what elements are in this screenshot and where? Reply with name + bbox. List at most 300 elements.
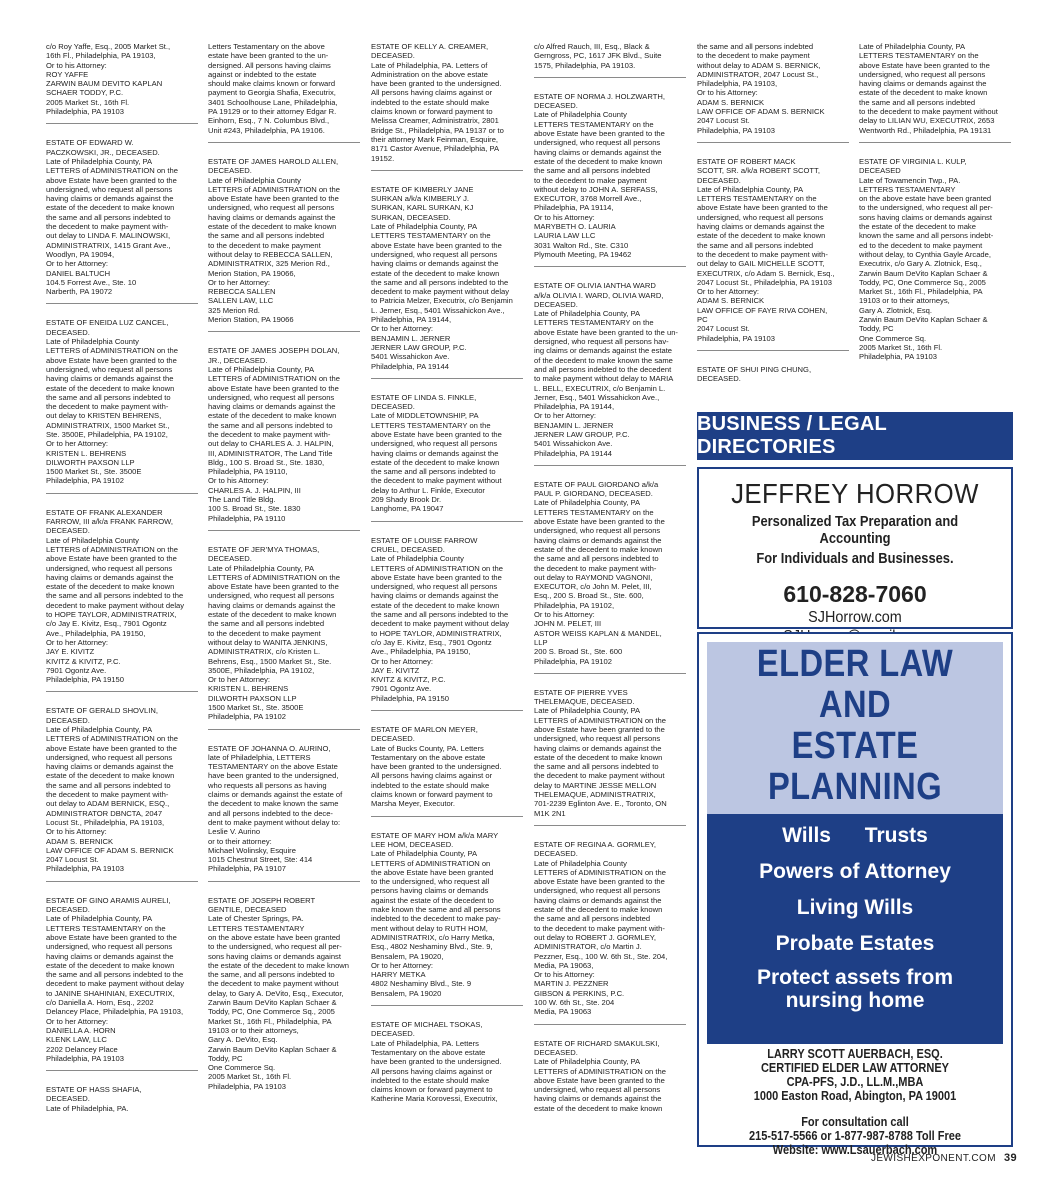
notice-line: out delay to ROBERT J. GORMLEY,	[534, 932, 656, 942]
notice-line: Esq., 4802 Neshaminy Blvd., Ste. 9,	[371, 942, 493, 952]
ad-tagline: Personalized Tax Preparation and Accounting	[751, 513, 959, 547]
notice-line: Merion Station, PA 19066	[208, 315, 294, 325]
notice-line: against or indebted to the estate	[208, 69, 317, 79]
notice-line: ESTATE OF MARLON MEYER,	[371, 725, 478, 734]
notice-line: Late of Philadelphia, PA. Letters	[371, 1038, 479, 1048]
notice-line: ed to the decedent to make payment	[859, 240, 983, 250]
notice-line: DECEASED.	[371, 1029, 415, 1039]
notice-line: undersigned, who request all persons	[46, 184, 173, 194]
notice-line: without delay to WANITA JENKINS,	[208, 637, 328, 647]
notice-line: Letters Testamentary on the above	[208, 42, 325, 51]
notice-line: to the decedent to make payment with-	[534, 923, 665, 933]
notice-line: 104.5 Forrest Ave., Ste. 10	[46, 277, 137, 287]
notice-line: Philadelphia, PA 19103	[46, 864, 124, 874]
notice-line: LAW OFFICE OF ADAM S. BERNICK	[697, 107, 825, 117]
notice-line: Late of Philadelphia County, PA	[46, 156, 153, 166]
notice-line: Philadelphia, PA 19102	[534, 656, 612, 666]
estate-notice	[534, 281, 686, 458]
notice-line: having claims or demands against the	[208, 600, 336, 610]
notice-line: without delay to REBECCA SALLEN,	[208, 249, 333, 259]
notice-line: ing claims or demands against the estate	[534, 346, 673, 356]
notice-line: out delay to ADAM BERNICK, ESQ.,	[46, 799, 170, 809]
notice-line: have been granted to the undersigned.	[371, 79, 502, 89]
notice-line: DECEASED.	[697, 175, 741, 185]
notice-line: Late of Philadelphia County, PA	[534, 706, 641, 716]
notice-line: LEE HOM, DECEASED.	[371, 839, 454, 849]
elder-law-headline	[707, 642, 1003, 814]
notice-line: and all persons indebted to the decedent	[534, 364, 672, 374]
notice-line: Or to her Attorney:	[208, 675, 271, 685]
notice-line: the same and all persons indebted to	[46, 392, 171, 402]
notice-line: decedent to make payment without delay	[46, 979, 185, 989]
notice-line: Philadelphia, PA 19103	[46, 107, 124, 117]
notice-line: Einhorn, Esq., 7 N. Columbus Blvd.,	[208, 116, 330, 126]
notice-line: Late of Philadelphia County, PA	[208, 563, 315, 573]
notice-line: to the undersigned, who request all per-	[208, 942, 342, 952]
notice-line: Ste. 3500E, Philadelphia, PA 19102,	[46, 429, 168, 439]
notice-line: Ave., Philadelphia, PA 19150,	[46, 628, 146, 638]
notice-line: known the same and all persons indebt-	[859, 231, 994, 241]
estate-notice	[46, 706, 198, 873]
notice-line: Late of Towamencin Twp., PA.	[859, 175, 961, 185]
notice-line: above Estate have been granted to the	[46, 554, 177, 564]
notice-line: dersigned. All persons having claims	[208, 60, 331, 70]
notice-line: Late of Philadelphia County, PA	[208, 364, 315, 374]
notice-line: DECEASED.	[534, 299, 578, 309]
notice-line: LAW OFFICE OF ADAM S. BERNICK	[46, 845, 174, 855]
notice-line: payment to Georgia Shafia, Executrix,	[208, 88, 336, 98]
notice-line: Philadelphia, PA 19110,	[208, 467, 288, 477]
notice-line: KLENK LAW, LLC	[46, 1035, 107, 1045]
notice-line: 16th Fl., Philadelphia, PA 19103,	[46, 51, 156, 61]
notice-line: ESTATE OF LOUISE FARROW	[371, 535, 478, 545]
notice-line: Delancey Place, Philadelphia, PA 19103,	[46, 1007, 184, 1017]
notice-line: claims known or forward payment to	[371, 107, 493, 117]
notice-line: Or to her Attorney:	[46, 637, 109, 647]
notice-line: III, ADMINISTRATOR, The Land Title	[208, 448, 333, 458]
notice-line: the decedent to make payment without	[208, 979, 339, 989]
notice-divider	[371, 710, 523, 711]
notice-line: 7901 Ogontz Ave.	[46, 665, 107, 675]
notice-line: to the undersigned, who request all per-	[859, 203, 993, 213]
notice-line: Late of Philadelphia County, PA	[371, 849, 478, 859]
notice-line: Late of Philadelphia County, PA	[46, 914, 153, 924]
notice-line: 100 S. Broad St., Ste. 1830	[208, 504, 301, 514]
notice-line: Bensalem, PA 19020	[371, 988, 442, 998]
notice-line: ESTATE OF GINO ARAMIS AURELI,	[46, 895, 171, 905]
estate-notice	[46, 896, 198, 1063]
notice-line: All persons having claims against or	[371, 1066, 493, 1076]
estate-notice	[371, 536, 523, 703]
notice-line: LETTERS of ADMINISTRATION on the	[534, 867, 666, 877]
notice-line: Toddy, PC, One Commerce Sq., 2005	[859, 277, 986, 287]
page-footer	[871, 1152, 1017, 1164]
notice-line: to the undersigned, who request all	[371, 877, 490, 887]
notice-line: the same and all persons indebted to	[208, 420, 333, 430]
notice-line: estate have been granted to the un-	[208, 51, 329, 61]
notice-line: Philadelphia, PA 19102	[46, 476, 124, 486]
notice-line: to HOPE TAYLOR, ADMINISTRATRIX,	[46, 610, 177, 620]
service-probate-estates: Probate Estates	[775, 932, 935, 955]
notice-line: ROY YAFFE	[46, 69, 89, 79]
estate-notice	[697, 157, 849, 343]
notice-line: 4802 Neshaminy Blvd., Ste. 9	[371, 979, 472, 989]
notice-line: Late of Philadelphia County, PA	[697, 184, 804, 194]
notice-line: ESTATE OF FRANK ALEXANDER	[46, 507, 163, 517]
notice-line: claims or demands against the estate of	[208, 790, 343, 800]
notice-line: on the above estate have been granted	[859, 194, 992, 204]
notice-line: Michael Wolinsky, Esquire	[208, 845, 296, 855]
estate-notice	[697, 365, 849, 384]
notice-line: DECEASED.	[371, 51, 415, 61]
attorney-certification: CERTIFIED ELDER LAW ATTORNEY	[760, 1061, 950, 1075]
notice-line: Philadelphia, PA 19114,	[534, 203, 614, 213]
notice-line: decedent to make payment without delay	[371, 619, 510, 629]
notice-line: the estate of the decedent to make	[859, 222, 976, 232]
notice-line: Executrix, c/o Gary A. Zlotnick, Esq.,	[859, 259, 982, 269]
notice-line: ESTATE OF HASS SHAFIA,	[46, 1085, 142, 1095]
estate-notice	[534, 480, 686, 666]
notice-line: Pezzner, Esq., 100 W. 6th St., Ste. 204,	[534, 951, 668, 961]
notice-line: having claims or demands against the	[534, 1094, 662, 1104]
notice-line: THELEMAQUE, DECEASED.	[534, 697, 635, 707]
notice-line: having claims or demands against the	[534, 535, 662, 545]
notice-line: Or to his Attorney:	[534, 212, 595, 222]
estate-notice	[208, 157, 360, 324]
notice-line: the same and all persons indebted to the	[46, 970, 184, 980]
notice-line: having claims or demands against the	[46, 572, 174, 582]
notice-line: 2005 Market St., 16th Fl.	[46, 97, 130, 107]
notice-line: who requests all persons as having	[208, 780, 327, 790]
notice-line: DECEASED.	[208, 554, 252, 564]
headline-line-2: AND	[818, 684, 892, 726]
notice-line: undersigned, who request all persons	[46, 942, 173, 952]
notice-line: REBECCA SALLEN	[208, 287, 276, 297]
notice-line: undersigned, who request all persons	[534, 526, 661, 536]
notice-line: undersigned, who request all persons	[859, 69, 986, 79]
notice-line: 3031 Walton Rd., Ste. C310	[534, 240, 629, 250]
notice-line: One Commerce Sq.	[208, 1063, 276, 1073]
notice-divider	[534, 266, 686, 267]
notice-divider	[371, 1005, 523, 1006]
notice-line: ADAM S. BERNICK	[46, 836, 114, 846]
notice-line: ZARWIN BAUM DEVITO KAPLAN	[46, 79, 163, 89]
notice-line: Late of Philadelphia County	[534, 858, 627, 868]
notice-divider	[534, 1024, 686, 1025]
notice-line: Late of Philadelphia County	[208, 175, 301, 185]
notice-line: the same and all persons indebted	[534, 914, 651, 924]
jeffrey-horrow-ad	[697, 467, 1013, 629]
notice-line: to the decedent to make payment	[697, 51, 810, 61]
notice-line: Or to her Attorney:	[534, 411, 597, 421]
estate-notice	[46, 318, 198, 485]
notice-line: make known the same and all persons	[371, 905, 501, 915]
notice-line: c/o Alfred Rauch, III, Esq., Black &	[534, 42, 650, 51]
notice-line: above Estate have been granted to the	[46, 932, 177, 942]
notice-line: the decedent to make payment with-	[208, 429, 331, 439]
notice-line: delay to Arthur L. Finkle, Executor	[371, 485, 485, 495]
notice-line: Philadelphia, PA 19150	[371, 693, 449, 703]
estate-notice	[859, 42, 1011, 135]
notice-line: SALLEN LAW, LLC	[208, 296, 274, 306]
notice-line: EXECUTRIX, c/o Adam S. Bernick, Esq.,	[697, 268, 835, 278]
notice-divider	[208, 881, 360, 882]
ad-tagline-2: For Individuals and Businesses.	[756, 550, 954, 567]
notice-line: estate of the decedent to make known	[46, 771, 175, 781]
notice-line: Late of Philadelphia County	[371, 554, 464, 564]
notice-divider	[697, 350, 849, 351]
notice-line: GENTILE, DECEASED	[208, 905, 287, 915]
notice-divider	[46, 881, 198, 882]
notice-line: undersigned, who request all persons	[371, 582, 498, 592]
consultation-phones: 215-517-5566 or 1-877-987-8788 Toll Free	[749, 1129, 961, 1143]
notice-line: Late of Philadelphia County, PA	[371, 222, 478, 232]
notice-line: above Estate have been granted to the	[371, 572, 502, 582]
notice-line: Bldg., 100 S. Broad St., Ste. 1830,	[208, 457, 325, 467]
notice-line: ASTOR WEISS KAPLAN & MANDEL,	[534, 628, 662, 638]
notice-line: Toddy, PC, One Commerce Sq., 2005	[208, 1007, 335, 1017]
notice-line: LETTERS of ADMINISTRATION on the	[208, 572, 340, 582]
notice-line: ESTATE OF MARY HOM a/k/a MARY	[371, 830, 499, 840]
legal-notices-column-2	[208, 42, 360, 1091]
notice-line: the same and all persons indebted	[208, 231, 325, 241]
notice-line: Woodlyn, PA 19094,	[46, 249, 115, 259]
ad-phone: 610-828-7060	[783, 581, 927, 607]
notice-line: claims known or forward payment to	[371, 790, 493, 800]
service-protect-assets: Protect assets from	[756, 966, 954, 989]
notice-line: to the decedent to make payment with-	[697, 249, 828, 259]
notice-line: Narberth, PA 19072	[46, 287, 113, 297]
notice-line: Gerngross, PC, 1617 JFK Blvd., Suite	[534, 51, 662, 61]
notice-line: estate of the decedent to make known	[534, 905, 663, 915]
notice-line: ADMINISTRATOR, 2047 Locust St.,	[697, 69, 819, 79]
notice-line: having claims or demands against the	[46, 762, 174, 772]
notice-line: undersigned, who request all persons	[534, 734, 661, 744]
notice-line: ESTATE OF ROBERT MACK	[697, 156, 796, 166]
notice-line: Philadelphia, PA 19103	[46, 1053, 124, 1063]
notice-line: Or to her Attorney:	[697, 287, 760, 297]
notice-line: the decedent to make payment with-	[46, 222, 169, 232]
notice-line: indebted to the decedent to make pay-	[371, 914, 501, 924]
notice-line: LETTERS of ADMINISTRATION on the	[371, 563, 503, 573]
notice-line: above Estate have been granted to the	[46, 743, 177, 753]
notice-line: Late of Philadelphia, PA. Letters of	[371, 60, 488, 70]
notice-line: c/o Roy Yaffe, Esq., 2005 Market St.,	[46, 42, 171, 51]
notice-line: Philadelphia, PA 19103	[697, 333, 775, 343]
estate-notice	[534, 92, 686, 259]
notice-line: LETTERS TESTAMENTARY on the	[46, 923, 166, 933]
headline-line-3: ESTATE	[791, 725, 919, 767]
notice-line: DECEASED.	[46, 715, 90, 725]
notice-line: ESTATE OF OLIVIA IANTHA WARD	[534, 281, 656, 291]
notice-divider	[534, 465, 686, 466]
notice-line: 5401 Wissahickon Ave.	[371, 352, 450, 362]
notice-line: Or to her Attorney:	[371, 960, 434, 970]
notice-line: estate of the decedent to make known	[208, 610, 337, 620]
notice-line: the same and all persons indebted to	[371, 467, 496, 477]
notice-line: delay, to Gary A. DeVito, Esq., Executor,	[208, 988, 344, 998]
notice-line: Zarwin Baum DeVito Kaplan Schaer &	[208, 1044, 337, 1054]
notice-line: above Estate have been granted to the	[208, 194, 339, 204]
legal-notices-column-1	[46, 42, 198, 1113]
notice-line: above Estate have been granted to the	[859, 60, 990, 70]
notice-line: indebted to the estate should make	[371, 780, 490, 790]
notice-line: the same and all persons indebted to the	[371, 277, 509, 287]
notice-line: above Estate have been granted to the	[46, 175, 177, 185]
site-name: JEWISHEXPONENT.COM	[870, 1153, 996, 1164]
notice-line: Philadelphia, PA 19103	[697, 125, 775, 135]
notice-line: JAY E. KIVITZ	[371, 665, 420, 675]
notice-line: LETTERS of ADMINISTRATION on the	[46, 544, 178, 554]
notice-line: above Estate have been granted to the	[46, 355, 177, 365]
notice-line: SURKAN, KARL SURKAN, KJ	[371, 203, 474, 213]
notice-line: All persons having claims against or	[371, 771, 493, 781]
notice-line: Market St., 16th Fl., Philadelphia, PA	[859, 287, 983, 297]
notice-line: c/o Daniella A. Horn, Esq., 2202	[46, 998, 154, 1008]
business-legal-directories-banner: BUSINESS / LEGAL DIRECTORIES	[697, 412, 1013, 460]
notice-line: out delay to RAYMOND VAGNONI,	[534, 572, 653, 582]
legal-notices-column-3	[371, 42, 523, 1104]
estate-notice	[371, 831, 523, 998]
notice-line: LETTERS TESTAMENTARY	[859, 184, 956, 194]
notice-line: Or to his Attorney:	[46, 827, 107, 837]
estate-notice	[371, 1020, 523, 1104]
notice-line: TESTAMENTARY on the above Estate	[208, 762, 338, 772]
notice-line: Philadelphia, PA 19110	[208, 513, 286, 523]
notice-line: 5401 Wissahickon Ave.	[534, 439, 613, 449]
notice-line: the same and all persons indebted to the	[46, 591, 184, 601]
notice-line: ESTATE OF NORMA J. HOLZWARTH,	[534, 91, 665, 101]
notice-line: KRISTEN L. BEHRENS	[208, 684, 289, 694]
estate-notice	[859, 157, 1011, 362]
notice-line: the same and all persons indebted	[697, 42, 814, 51]
notice-line: ADAM S. BERNICK	[697, 97, 765, 107]
notice-line: undersigned, who request all persons	[534, 886, 661, 896]
estate-notice	[208, 896, 360, 1091]
notice-line: DECEASED.	[46, 905, 90, 915]
attorney-name: LARRY SCOTT AUERBACH, ESQ.	[767, 1047, 943, 1061]
notice-line: having claims or demands against the	[371, 448, 499, 458]
notice-line: having claims or demands against the	[534, 147, 662, 157]
notice-line: Philadelphia, PA 19150	[46, 675, 124, 685]
notice-line: LETTERS TESTAMENTARY on the	[371, 420, 491, 430]
notice-divider	[371, 378, 523, 379]
notice-line: Late of Philadelphia County	[534, 110, 627, 120]
notice-line: 3401 Schoolhouse Lane, Philadelphia,	[208, 97, 338, 107]
notice-line: LETTERS TESTAMENTARY on the	[534, 119, 654, 129]
notice-line: SCHAER TODDY, P.C.	[46, 88, 124, 98]
notice-line: the above Estate have been granted	[371, 867, 494, 877]
notice-line: DANIELLA A. HORN	[46, 1025, 116, 1035]
notice-line: having claims or demands against the	[208, 402, 336, 412]
notice-line: the decedent to make known the same	[208, 799, 339, 809]
notice-line: PC	[697, 315, 708, 325]
notice-line: Langhome, PA 19047	[371, 504, 444, 514]
notice-line: undersigned, who request all persons	[371, 439, 498, 449]
notice-line: Philadelphia, PA 19144	[371, 361, 449, 371]
notice-line: the same and all persons indebted	[697, 240, 814, 250]
notice-line: estate of the decedent to make known	[46, 582, 175, 592]
notice-line: having claims or demands against the	[46, 951, 174, 961]
notice-line: LETTERS TESTAMENTARY on the	[859, 51, 979, 61]
estate-notice	[46, 1085, 198, 1113]
notice-line: Philadelphia, PA 19102	[208, 712, 286, 722]
notice-line: undersigned, who request all persons	[46, 563, 173, 573]
notice-line: DECEASED.	[371, 734, 415, 744]
notice-line: estate of the decedent to make known	[371, 600, 500, 610]
notice-line: SCOTT, SR. a/k/a ROBERT SCOTT,	[697, 166, 820, 176]
notice-line: have been granted to the undersigned.	[371, 762, 502, 772]
notice-line: THELEMAQUE, ADMINISTRATRIX,	[534, 790, 656, 800]
notice-divider	[208, 331, 360, 332]
notice-line: undersigned, who request all persons	[208, 392, 335, 402]
notice-line: Or to his Attorney:	[46, 60, 107, 70]
notice-line: JAY E. KIVITZ	[46, 647, 95, 657]
notice-line: LETTERS of ADMINISTRATION on	[371, 858, 491, 868]
notice-line: Or to her Attorney:	[46, 259, 109, 269]
notice-line: to the decedent to make payment	[534, 175, 647, 185]
notice-line: dent to make payment without delay to:	[208, 817, 341, 827]
notice-line: 7901 Ogontz Ave.	[371, 684, 432, 694]
notice-line: ADMINISTRATRIX, c/o Kristen L.	[208, 647, 321, 657]
notice-line: Late of Chester Springs, PA.	[208, 914, 304, 924]
notice-line: LAURIA LAW LLC	[534, 231, 596, 241]
notice-line: estate of the decedent to make known	[46, 960, 175, 970]
notice-line: LETTERS TESTAMENTARY on the	[371, 231, 491, 241]
notice-line: Late of Philadelphia, PA.	[46, 1103, 129, 1113]
notice-line: Bridge St., Philadelphia, PA 19137 or to	[371, 125, 504, 135]
notice-line: Katherine Maria Korovessi, Executrix,	[371, 1094, 498, 1104]
notice-line: Esq., 200 S. Broad St., Ste. 600,	[534, 591, 644, 601]
notice-line: ADMINISTRATRIX, 325 Merion Rd.,	[208, 259, 330, 269]
notice-line: SURKAN, DECEASED.	[371, 212, 451, 222]
notice-line: DILWORTH PAXSON LLP	[46, 457, 135, 467]
notice-line: Philadelphia, PA 19144,	[534, 402, 615, 412]
notice-line: having claims or demands against the	[208, 212, 336, 222]
notice-line: undersigned, who request all persons	[46, 364, 173, 374]
notice-line: Or to his Attorney:	[208, 476, 269, 486]
notice-line: above Estate have been granted to the	[371, 429, 502, 439]
notice-line: Testamentary on the above estate	[371, 752, 486, 762]
notice-line: 19152.	[371, 153, 395, 163]
notice-line: Philadelphia, PA 19144	[534, 448, 612, 458]
notice-line: DECEASED.	[534, 849, 578, 859]
notice-line: 2005 Market St., 16th Fl.	[208, 1072, 292, 1082]
legal-notices-column-5	[697, 42, 849, 384]
notice-line: JERNER LAW GROUP, P.C.	[371, 342, 467, 352]
notice-line: LETTERS of ADMINISTRATION on the	[46, 734, 178, 744]
estate-notice	[534, 42, 686, 70]
notice-line: the same and all persons indebted	[208, 619, 325, 629]
notice-line: ADMINISTRATRIX, c/o Harry Metka,	[371, 932, 495, 942]
notice-line: Zarwin Baum DeVito Kaplan Schaer &	[208, 998, 337, 1008]
notice-line: 1500 Market St., Ste. 3500E	[208, 703, 304, 712]
notice-line: SURKAN a/k/a KIMBERLY J.	[371, 194, 470, 204]
headline-line-1: ELDER LAW	[756, 643, 954, 685]
notice-line: Or to her Attorney:	[371, 324, 434, 334]
notice-divider	[46, 303, 198, 304]
notice-line: All persons having claims against or	[371, 88, 493, 98]
notice-line: Testamentary on the above estate	[371, 1047, 486, 1057]
notice-line: estate of the decedent to make known	[534, 1103, 663, 1113]
notice-line: ADMINISTRATOR, c/o Martin J.	[534, 942, 642, 952]
notice-line: above Estate have been granted to the	[534, 517, 665, 527]
notice-line: Philadelphia, PA 19103	[859, 352, 937, 362]
notice-line: DECEASED	[859, 166, 901, 176]
notice-divider	[208, 530, 360, 531]
notice-line: 19103 or to their attorneys,	[208, 1025, 299, 1035]
notice-line: without delay to ADAM S. BERNICK,	[697, 60, 821, 70]
